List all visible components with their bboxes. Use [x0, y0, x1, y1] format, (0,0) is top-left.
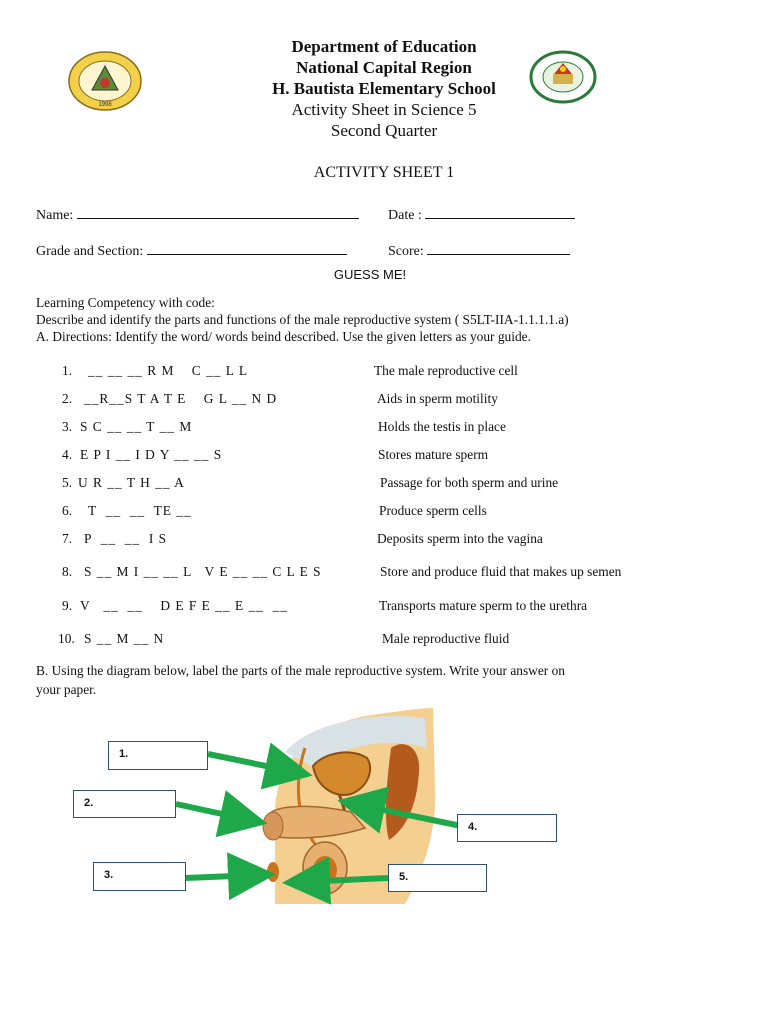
grade-field [36, 240, 347, 260]
item-word-clue: S C __ __ T __ M [80, 419, 193, 434]
date-field [388, 204, 575, 224]
item-description: The male reproductive cell [374, 363, 518, 378]
name-field [36, 204, 359, 224]
item-number: 7. [62, 531, 73, 546]
label-box-4[interactable]: 4. [457, 814, 557, 842]
item-description: Stores mature sperm [378, 447, 489, 462]
arrow-1 [208, 754, 295, 772]
arrow-5 [300, 878, 388, 882]
arrow-3 [186, 875, 258, 878]
item-number: 5. [62, 475, 73, 490]
name-blank [77, 204, 359, 219]
item-description: Transports mature sperm to the urethra [379, 598, 588, 613]
competency-text: Describe and identify the parts and functions of the male reproductive system ( S5LT-IIA-1.1.1.1.a) [36, 312, 569, 327]
directions-b-line2: your paper. [36, 682, 97, 697]
item-number: 3. [62, 419, 73, 434]
item-number: 9. [62, 598, 73, 613]
item-word-clue: T __ __ TE __ [88, 503, 192, 518]
item-number: 1. [62, 363, 73, 378]
date-blank [425, 204, 575, 219]
item-description: Holds the testis in place [378, 419, 506, 434]
item-word-clue: __ __ __ R M C __ L L [88, 363, 249, 378]
header-activity: Activity Sheet in Science 5 [291, 100, 477, 119]
page-title: ACTIVITY SHEET 1 [313, 164, 455, 181]
score-blank [427, 240, 570, 255]
arrow-2 [176, 804, 250, 820]
header-quarter: Second Quarter [330, 121, 438, 140]
label-box-3[interactable]: 3. [93, 862, 186, 891]
directions-a: A. Directions: Identify the word/ words beind described. Use the given letters as your guide. [36, 329, 531, 344]
header-region: National Capital Region [296, 58, 472, 77]
subtitle: GUESS ME! [333, 267, 407, 282]
name-label: Name: [36, 208, 74, 223]
item-number: 6. [62, 503, 73, 518]
item-description: Aids in sperm motility [377, 391, 498, 406]
item-word-clue: E P I __ I D Y __ __ S [80, 447, 223, 462]
arrow-4 [355, 804, 466, 827]
date-label: Date : [388, 208, 422, 223]
header-school: H. Bautista Elementary School [272, 79, 496, 98]
item-word-clue: U R __ T H __ A [78, 475, 185, 490]
item-description: Deposits sperm into the vagina [377, 531, 543, 546]
item-number: 4. [62, 447, 73, 462]
item-word-clue: S __ M I __ __ L V E __ __ C L E S [84, 564, 322, 579]
item-description: Store and produce fluid that makes up semen [380, 564, 622, 579]
directions-b-line1: B. Using the diagram below, label the parts of the male reproductive system. Write your answer on [36, 663, 565, 678]
score-label: Score: [388, 244, 424, 259]
item-description: Male reproductive fluid [382, 631, 510, 646]
score-field [388, 240, 570, 260]
svg-text:1998: 1998 [98, 102, 112, 108]
label-box-1[interactable]: 1. [108, 741, 208, 770]
grade-label: Grade and Section: [36, 244, 144, 259]
header-department: Department of Education [291, 37, 477, 56]
item-word-clue: S __ M __ N [84, 631, 165, 646]
item-number: 2. [62, 391, 73, 406]
grade-blank [147, 240, 347, 255]
label-box-2[interactable]: 2. [73, 790, 176, 818]
competency-label: Learning Competency with code: [36, 295, 215, 310]
item-number: 8. [62, 564, 73, 579]
item-word-clue: __R__S T A T E G L __ N D [84, 391, 278, 406]
item-description: Passage for both sperm and urine [380, 475, 559, 490]
item-word-clue: P __ __ I S [84, 531, 168, 546]
item-word-clue: V __ __ D E F E __ E __ __ [80, 598, 288, 613]
label-box-5[interactable]: 5. [388, 864, 487, 892]
item-number: 10. [58, 631, 75, 646]
item-description: Produce sperm cells [379, 503, 487, 518]
